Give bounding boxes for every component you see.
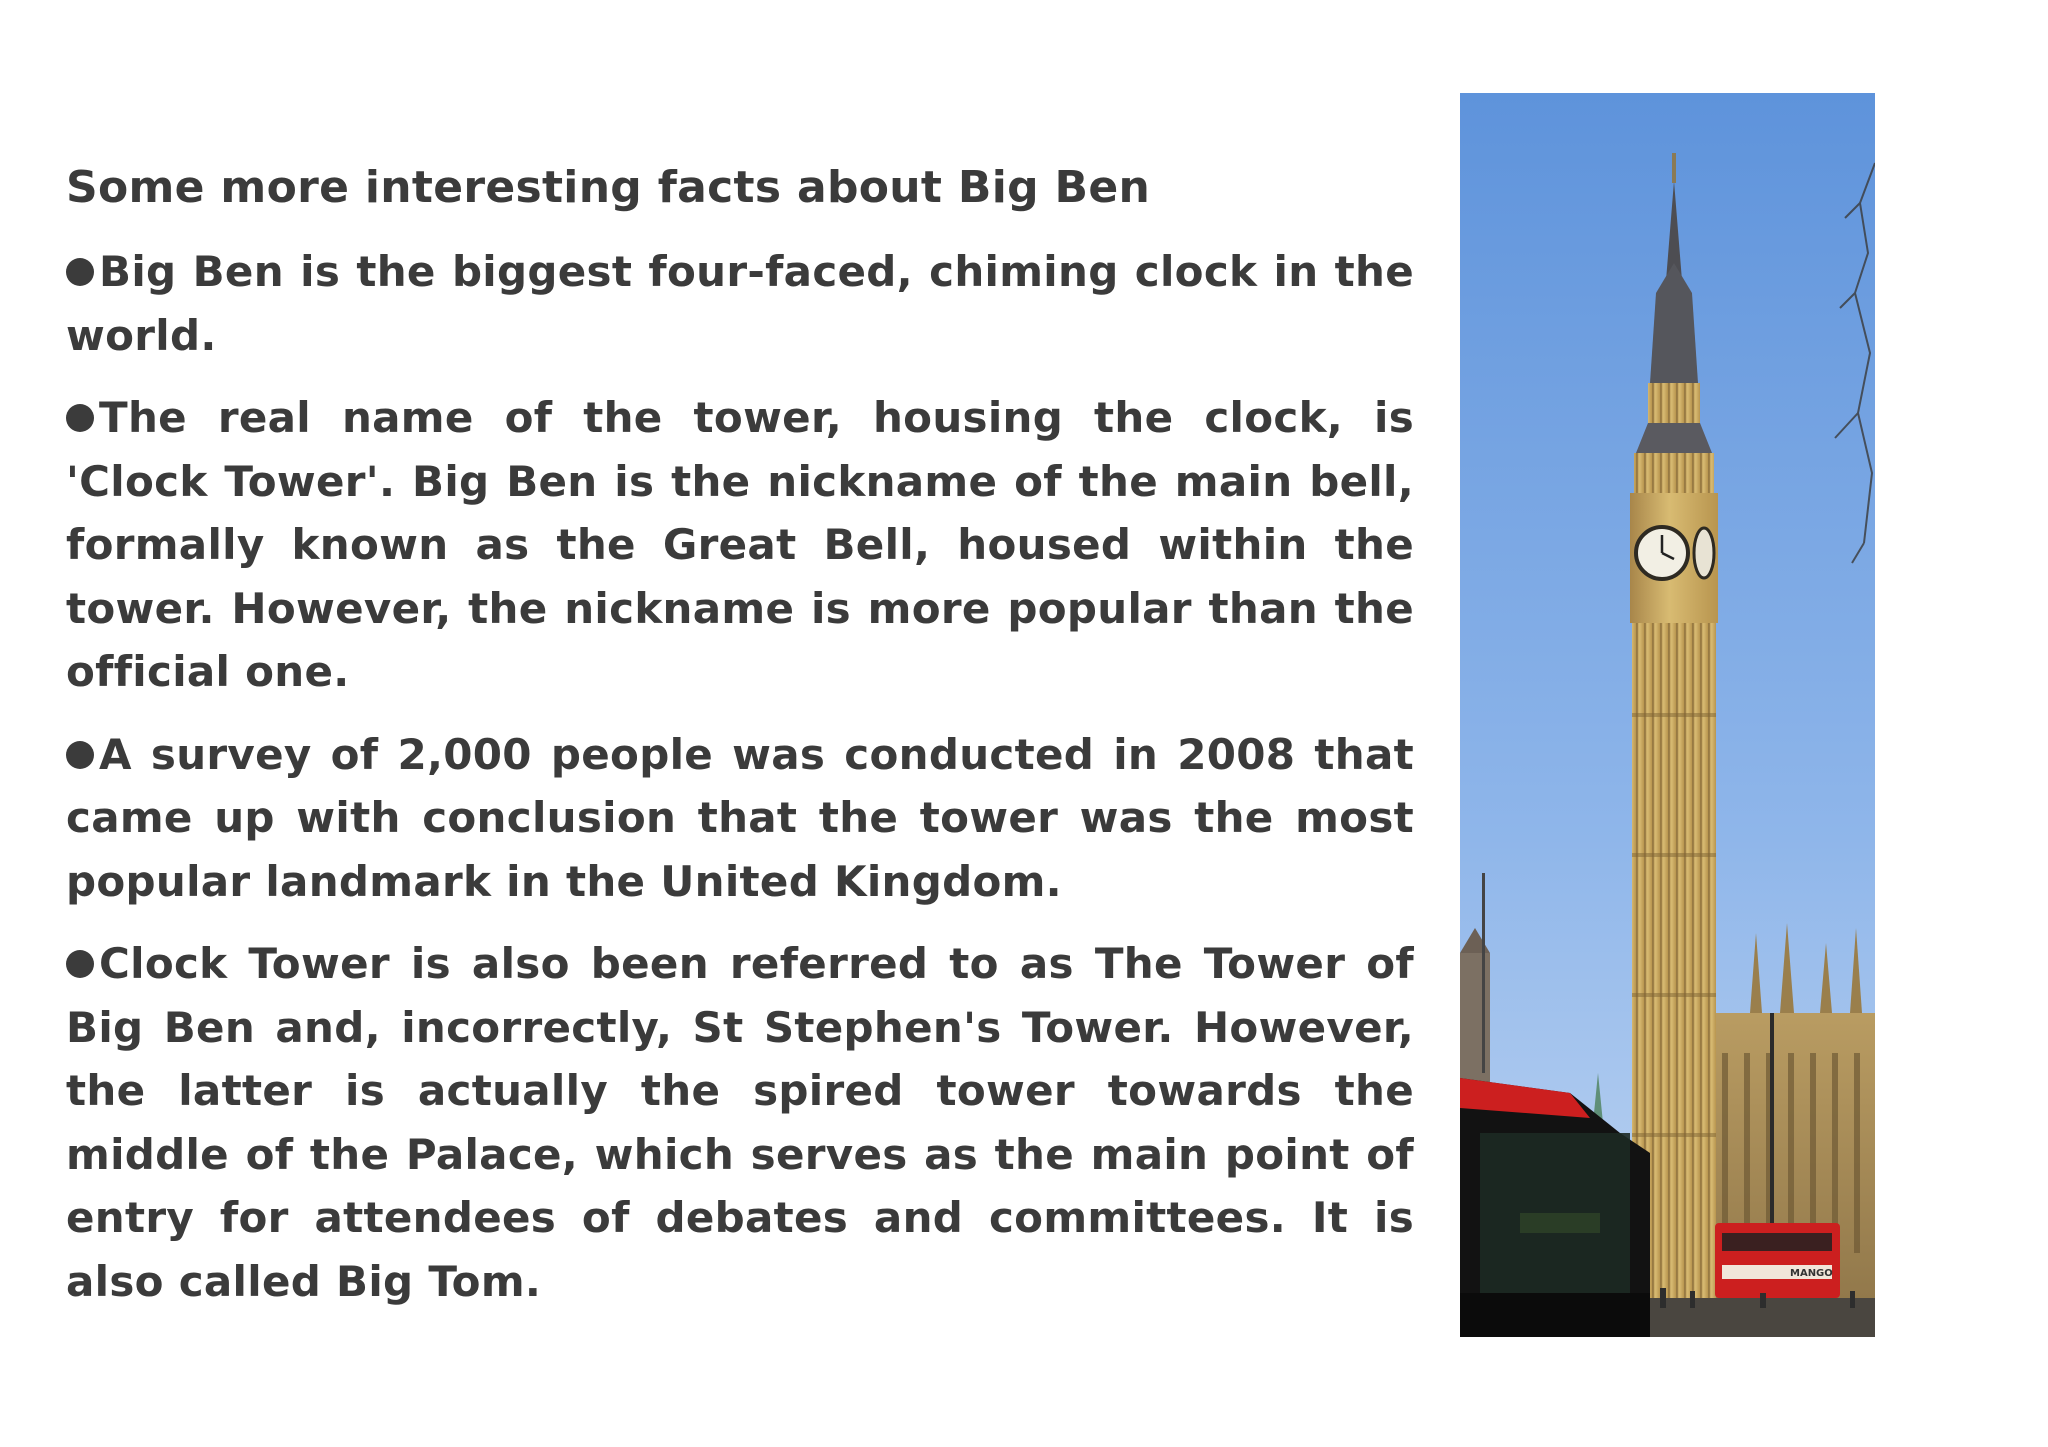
big-ben-photo xyxy=(1460,93,1875,1337)
text-column xyxy=(66,156,1414,1332)
big-ben-illustration xyxy=(1460,93,1875,1337)
bullet-icon xyxy=(66,404,94,432)
fact-paragraph-3 xyxy=(66,723,1414,914)
bus-advert-text: MANGO xyxy=(1790,1268,1833,1279)
fact-text-3: A survey of 2,000 people was conducted in 2008 that came up with conclusion that the tower was the most popular landmark in the United Kingdom. xyxy=(66,729,1414,906)
fact-paragraph-2 xyxy=(66,386,1414,704)
bullet-icon xyxy=(66,950,94,978)
fact-text-2: The real name of the tower, housing the clock, is 'Clock Tower'. Big Ben is the nickname of the main bell, formally known as the Great Bell, housed within the tower. However, the nickname is more popular than the official one. xyxy=(66,393,1414,696)
bullet-icon xyxy=(66,741,94,769)
red-bus-background xyxy=(1715,1223,1840,1298)
fact-text-1: Big Ben is the biggest four-faced, chiming clock in the world. xyxy=(66,247,1414,360)
fact-text-4: Clock Tower is also been referred to as The Tower of Big Ben and, incorrectly, St Stephen's Tower. However, the latter is actually the spired tower towards the middle of the Palace, which serves as the main point of entry for attendees of debates and committees. It is also called Big Tom. xyxy=(66,939,1414,1306)
fact-paragraph-1 xyxy=(66,240,1414,367)
fact-paragraph-4 xyxy=(66,932,1414,1313)
bullet-icon xyxy=(66,258,94,286)
page-heading: Some more interesting facts about Big Ben xyxy=(66,162,1151,213)
